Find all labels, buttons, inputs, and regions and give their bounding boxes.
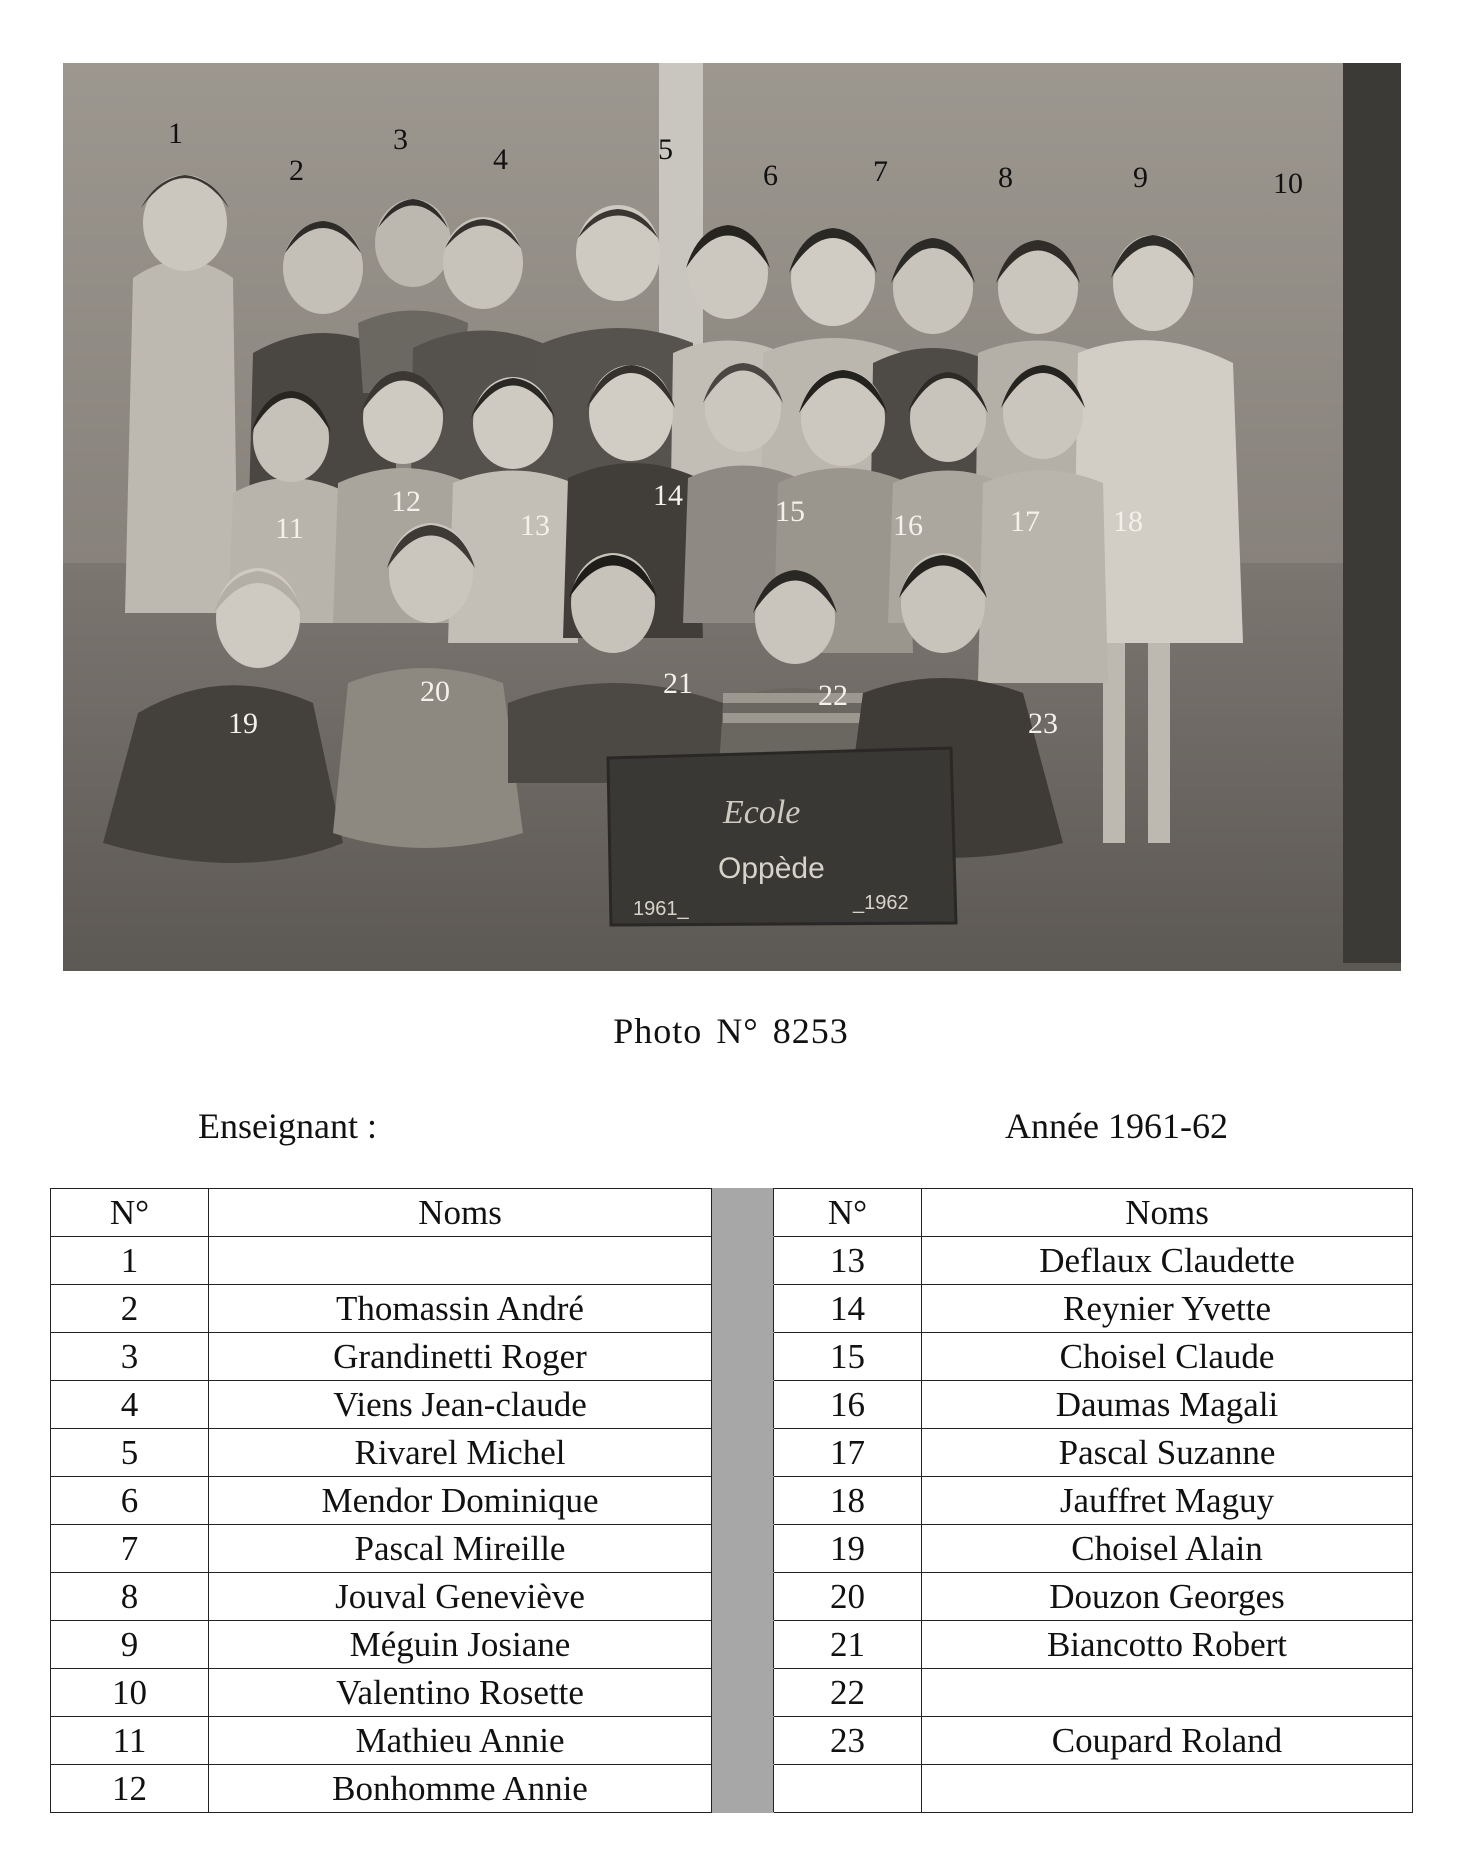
table-row — [51, 1477, 1413, 1525]
table-row — [51, 1333, 1413, 1381]
cell-name: Valentino Rosette — [209, 1669, 712, 1717]
teacher-label: Enseignant : — [198, 1106, 377, 1146]
caption-label: Photo — [613, 1011, 703, 1051]
cell-number: 15 — [774, 1333, 922, 1381]
doorway — [1343, 63, 1401, 963]
cell-number: 7 — [51, 1525, 209, 1573]
cell-name: Grandinetti Roger — [209, 1333, 712, 1381]
col-header-names: Noms — [922, 1189, 1413, 1237]
face-label: 13 — [520, 509, 550, 542]
cell-name: Méguin Josiane — [209, 1621, 712, 1669]
cell-name: Rivarel Michel — [209, 1429, 712, 1477]
class-photo — [63, 63, 1401, 971]
table-row — [51, 1429, 1413, 1477]
cell-number: 18 — [774, 1477, 922, 1525]
face-label: 2 — [289, 154, 304, 187]
cell-name: Mathieu Annie — [209, 1717, 712, 1765]
table-header-row — [51, 1189, 1413, 1237]
cell-name: Jouval Geneviève — [209, 1573, 712, 1621]
face-label: 15 — [775, 495, 805, 528]
face-label: 17 — [1010, 505, 1040, 538]
column-divider — [712, 1621, 774, 1669]
face-label: 11 — [275, 512, 304, 545]
cell-name: Deflaux Claudette — [922, 1237, 1413, 1285]
column-divider — [712, 1717, 774, 1765]
face-label: 8 — [998, 161, 1013, 194]
column-divider — [712, 1189, 774, 1237]
cell-number: 6 — [51, 1477, 209, 1525]
face-label: 1 — [168, 117, 183, 150]
cell-number — [774, 1765, 922, 1813]
cell-number: 8 — [51, 1573, 209, 1621]
face-label: 19 — [228, 707, 258, 740]
column-divider — [712, 1333, 774, 1381]
col-header-names: Noms — [209, 1189, 712, 1237]
table-row — [51, 1621, 1413, 1669]
cell-number: 4 — [51, 1381, 209, 1429]
face-label: 20 — [420, 675, 450, 708]
cell-name — [922, 1669, 1413, 1717]
cell-number: 3 — [51, 1333, 209, 1381]
column-divider — [712, 1237, 774, 1285]
cell-number: 19 — [774, 1525, 922, 1573]
table-row — [51, 1525, 1413, 1573]
cell-number: 13 — [774, 1237, 922, 1285]
table-row — [51, 1717, 1413, 1765]
slate-year-left: 1961_ — [633, 898, 689, 920]
face-label: 22 — [818, 679, 848, 712]
cell-name: Viens Jean-claude — [209, 1381, 712, 1429]
slate-school: Ecole — [723, 794, 801, 831]
face-label: 5 — [658, 133, 673, 166]
column-divider — [712, 1669, 774, 1717]
face-label: 18 — [1113, 505, 1143, 538]
cell-number: 12 — [51, 1765, 209, 1813]
cell-number: 1 — [51, 1237, 209, 1285]
caption-number-label: N° — [716, 1011, 759, 1051]
cell-name: Douzon Georges — [922, 1573, 1413, 1621]
cell-number: 9 — [51, 1621, 209, 1669]
table-row — [51, 1765, 1413, 1813]
cell-name: Choisel Alain — [922, 1525, 1413, 1573]
table-row — [51, 1285, 1413, 1333]
year-label: Année — [1005, 1106, 1099, 1146]
column-divider — [712, 1381, 774, 1429]
cell-name: Reynier Yvette — [922, 1285, 1413, 1333]
table-row — [51, 1669, 1413, 1717]
table-row — [51, 1381, 1413, 1429]
cell-number: 21 — [774, 1621, 922, 1669]
column-divider — [712, 1765, 774, 1813]
cell-number: 5 — [51, 1429, 209, 1477]
cell-name: Biancotto Robert — [922, 1621, 1413, 1669]
table-row — [51, 1237, 1413, 1285]
face-label: 4 — [493, 143, 508, 176]
cell-number: 23 — [774, 1717, 922, 1765]
cell-number: 2 — [51, 1285, 209, 1333]
column-divider — [712, 1477, 774, 1525]
cell-name — [209, 1237, 712, 1285]
cell-name — [922, 1765, 1413, 1813]
cell-number: 11 — [51, 1717, 209, 1765]
school-year — [1005, 1105, 1228, 1147]
cell-number: 22 — [774, 1669, 922, 1717]
cell-name: Daumas Magali — [922, 1381, 1413, 1429]
cell-name: Bonhomme Annie — [209, 1765, 712, 1813]
face-label: 3 — [393, 123, 408, 156]
column-divider — [712, 1285, 774, 1333]
col-header-number: N° — [51, 1189, 209, 1237]
year-value: 1961-62 — [1107, 1106, 1228, 1146]
col-header-number: N° — [774, 1189, 922, 1237]
column-divider — [712, 1525, 774, 1573]
chalk-slate — [608, 748, 956, 925]
slate-year-right: _1962 — [853, 892, 909, 914]
face-label: 7 — [873, 155, 888, 188]
cell-name: Pascal Suzanne — [922, 1429, 1413, 1477]
cell-name: Pascal Mireille — [209, 1525, 712, 1573]
cell-number: 17 — [774, 1429, 922, 1477]
face-label: 9 — [1133, 161, 1148, 194]
face-label: 10 — [1273, 167, 1303, 200]
cell-name: Mendor Dominique — [209, 1477, 712, 1525]
face-label: 16 — [893, 509, 923, 542]
cell-name: Thomassin André — [209, 1285, 712, 1333]
cell-number: 10 — [51, 1669, 209, 1717]
cell-number: 14 — [774, 1285, 922, 1333]
cell-number: 20 — [774, 1573, 922, 1621]
cell-name: Choisel Claude — [922, 1333, 1413, 1381]
face-label: 14 — [653, 479, 683, 512]
slate-town: Oppède — [718, 852, 825, 885]
photo-caption — [0, 1010, 1462, 1052]
face-label: 23 — [1028, 707, 1058, 740]
column-divider — [712, 1429, 774, 1477]
cell-number: 16 — [774, 1381, 922, 1429]
roster-table — [50, 1188, 1413, 1813]
column-divider — [712, 1573, 774, 1621]
table-row — [51, 1573, 1413, 1621]
cell-name: Jauffret Maguy — [922, 1477, 1413, 1525]
face-label: 21 — [663, 667, 693, 700]
face-label: 12 — [391, 485, 421, 518]
caption-number: 8253 — [772, 1011, 849, 1051]
face-label: 6 — [763, 159, 778, 192]
cell-name: Coupard Roland — [922, 1717, 1413, 1765]
